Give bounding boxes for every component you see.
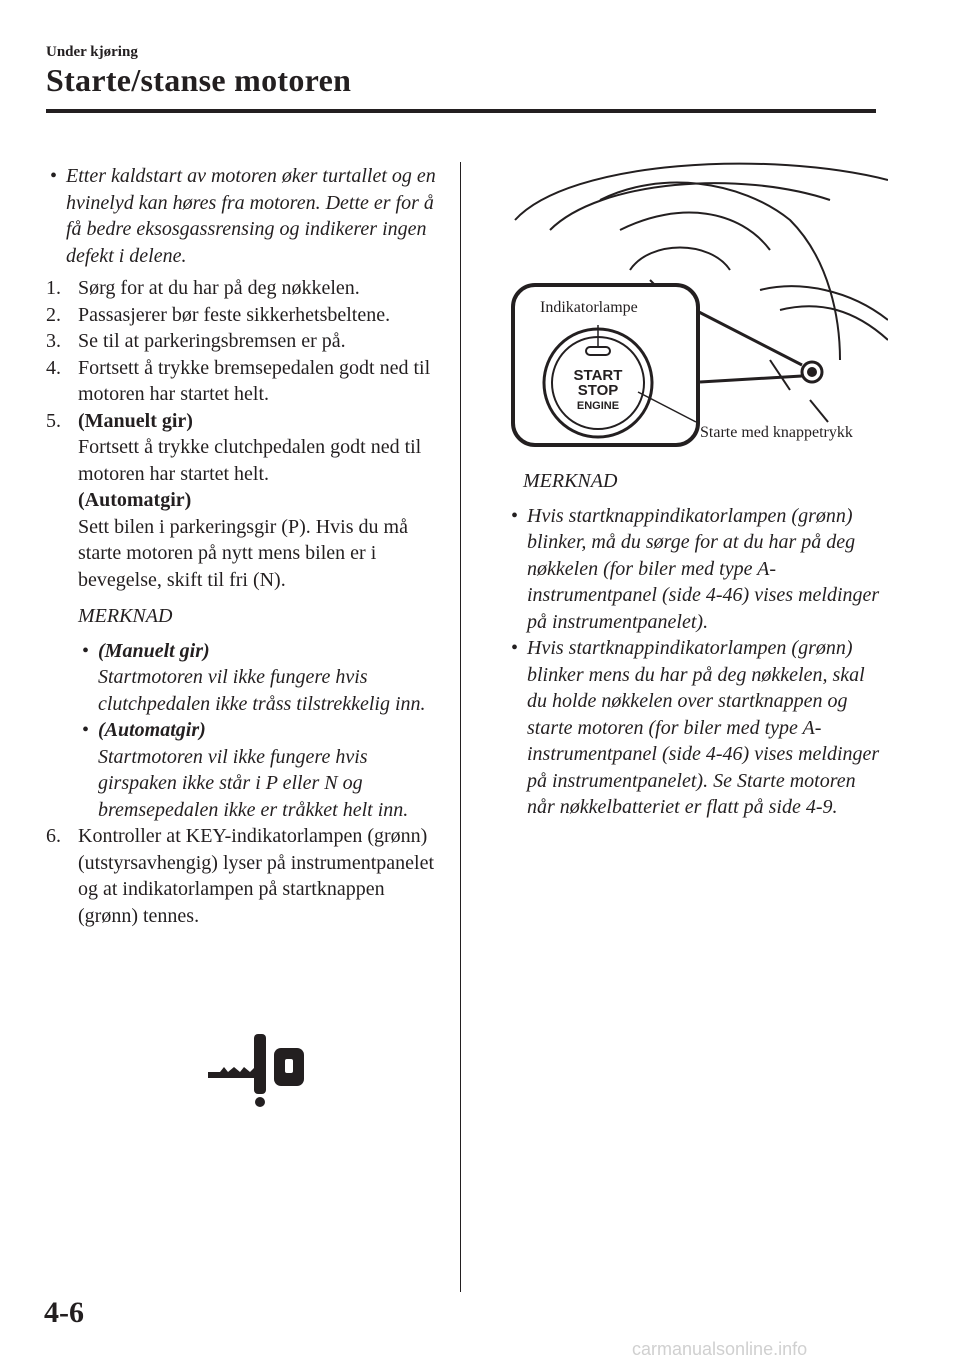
note-text: Startmotoren vil ikke fungere hvis clutchpedalen ikke tråss tilstrekkelig inn. <box>98 666 426 715</box>
bullet-dot-icon: • <box>82 719 90 741</box>
step-number: 5. <box>46 409 61 432</box>
intro-bullet <box>46 163 446 269</box>
step-number: 6. <box>46 825 61 847</box>
bullet-dot-icon: • <box>82 639 90 662</box>
step-number: 1. <box>46 277 61 299</box>
note-bullet <box>507 635 887 821</box>
bullet-dot-icon: • <box>50 165 58 187</box>
button-text-start: START <box>573 367 623 384</box>
step-number: 2. <box>46 303 61 326</box>
page-title: Starte/stanse motoren <box>46 62 352 98</box>
note-heading: (Automatgir) <box>98 719 206 741</box>
manual-text: Fortsett å trykke clutchpedalen godt ned til motoren har startet helt. <box>78 436 422 485</box>
label-indicator-lamp: Indikatorlampe <box>540 299 638 316</box>
note-title: MERKNAD <box>523 470 618 492</box>
steps-list <box>46 275 446 929</box>
page-number: 4-6 <box>44 1296 84 1329</box>
bullet-dot-icon: • <box>511 637 519 659</box>
step-item <box>46 355 446 408</box>
step-item-5 <box>46 408 446 594</box>
auto-text: Sett bilen i parkeringsgir (P). Hvis du må starte motoren på nytt mens bilen er i bevegelse, skift til fri (N). <box>78 515 408 591</box>
section-label: Under kjøring <box>46 44 138 60</box>
note-title: MERKNAD <box>78 605 173 627</box>
note-bullet <box>78 638 446 718</box>
right-column <box>497 468 887 821</box>
step-text: Sørg for at du har på deg nøkkelen. <box>78 277 360 299</box>
note-text: Hvis startknappindikatorlampen (grønn) blinker mens du har på deg nøkkelen, skal du holde nøkkelen over startknappen og starte motoren (for biler med type A-instrumentpanel (side 4-46) vises meldinger på instrumentpanelet). Se Starte motoren når nøkkelbatteriet er flatt på side 4-9. <box>527 637 880 818</box>
button-text-engine: ENGINE <box>576 400 620 412</box>
step-item <box>46 302 446 329</box>
step-number: 3. <box>46 330 61 352</box>
note-bullet <box>78 717 446 823</box>
key-indicator-icon <box>206 1032 306 1108</box>
step-text: Fortsett å trykke bremsepedalen godt ned til motoren har startet helt. <box>78 356 431 405</box>
note-text: Startmotoren vil ikke fungere hvis girspaken ikke står i P eller N og bremsepedalen ikke er tråkket helt inn. <box>98 745 409 821</box>
left-column <box>46 163 446 929</box>
note-text: Hvis startknappindikatorlampen (grønn) blinker, må du sørge for at du har på deg nøkkelen (for biler med type A-instrumentpanel (side 4-46) vises meldinger på instrumentpanelet). <box>527 504 880 633</box>
title-rule <box>46 109 876 113</box>
intro-bullet-text: Etter kaldstart av motoren øker turtallet og en hvinelyd kan høres fra motoren. Dette er for å få bedre eksosgassrensing og indikerer ingen defekt i delene. <box>66 165 436 267</box>
note-list <box>507 503 887 821</box>
column-divider <box>460 162 461 1292</box>
note-list <box>78 638 446 824</box>
step-item-6 <box>46 823 446 929</box>
step-number: 4. <box>46 356 61 379</box>
manual-heading: (Manuelt gir) <box>78 409 193 432</box>
step-text: Se til at parkeringsbremsen er på. <box>78 330 346 352</box>
button-text-stop: STOP <box>577 382 619 399</box>
note-bullet <box>507 503 887 636</box>
step-text: Kontroller at KEY-indikatorlampen (grønn) (utstyrsavhengig) lyser på instrumentpanelet og at indikatorlampen på startknappen (grønn) tennes. <box>78 825 435 927</box>
step-text: Passasjerer bør feste sikkerhetsbeltene. <box>78 303 391 326</box>
step-item <box>46 275 446 302</box>
watermark: carmanualsonline.info <box>632 1339 808 1359</box>
bullet-dot-icon: • <box>511 504 519 527</box>
label-start-button: Starte med knappetrykk <box>700 424 853 441</box>
note-heading: (Manuelt gir) <box>98 639 210 662</box>
auto-heading: (Automatgir) <box>78 489 192 511</box>
step-item <box>46 328 446 355</box>
